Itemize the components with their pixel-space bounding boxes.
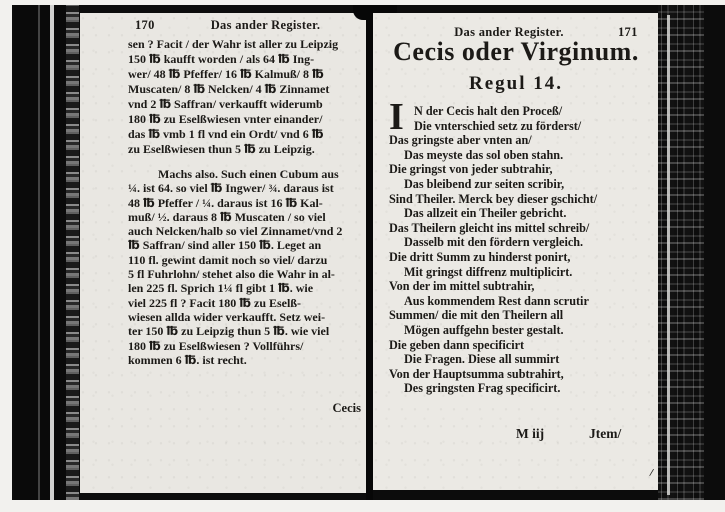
spine-shadow-band [14, 5, 80, 500]
spine-streak [38, 5, 40, 500]
chapter-title: Cecis oder Virginum. [393, 37, 639, 66]
verse-line: Die Fragen. Diese all summirt [404, 352, 560, 367]
text-line: ¼. ist 64. so viel ℔ Ingwer/ ¾. daraus ist [128, 181, 334, 196]
text-line: sen ? Facit / der Wahr ist aller zu Leipzig [128, 37, 339, 51]
left-page-number: 170 [135, 18, 155, 32]
left-running-header: Das ander Register. [210, 18, 321, 32]
verse-line: Das allzeit ein Theiler gebricht. [404, 206, 567, 221]
right-running-header: Das ander Register. [454, 25, 564, 39]
text-line: wiesen allda wider verkaufft. Setz wei- [128, 309, 326, 324]
text-line: 180 ℔ zu Eselßwiesen ? Vollführs/ [128, 338, 304, 353]
drop-cap-initial: I [389, 96, 404, 138]
right-page-number: 171 [618, 25, 638, 39]
text-line: auch Nelcken/halb so viel Zinnamet/vnd 2 [128, 224, 343, 239]
text-line: 48 ℔ Pfeffer / ¼. daraus ist 16 ℔ Kal- [128, 195, 323, 210]
signature-mark: M iij [516, 426, 545, 441]
text-line: muß/ ½. daraus 8 ℔ Muscaten / so viel [128, 209, 326, 224]
left-page [80, 13, 366, 493]
left-paragraph-1 [128, 37, 366, 157]
text-line: 180 ℔ zu Eselßwiesen vnter einander/ [128, 112, 323, 126]
verse-line: Das gringste aber vnten an/ [389, 133, 532, 148]
text-line: 150 ℔ kaufft worden / als 64 ℔ Ing- [128, 52, 315, 66]
verse-line: Das Theilern gleicht ins mittel schreib/ [389, 220, 590, 235]
verse-line: Summen/ die mit den Theilern all [389, 308, 564, 323]
gutter-shadow [366, 5, 373, 500]
text-line: viel 225 fl ? Facit 180 ℔ zu Eselß- [128, 295, 302, 310]
verse-line: Mögen auffgehn bester gestalt. [404, 322, 564, 337]
verse-line: Die gringst von jeder subtrahir, [389, 162, 553, 177]
text-line: vnd 2 ℔ Saffran/ verkaufft widerumb [128, 97, 323, 111]
verse-line: N der Cecis halt den Proceß/ [414, 104, 563, 118]
verse-line: Von der im mittel subtrahir, [389, 279, 535, 294]
book-fore-edge-texture [658, 5, 704, 500]
spine-edge-texture [66, 5, 79, 500]
right-page [373, 13, 658, 490]
fore-edge-highlight [667, 15, 670, 495]
text-line: Muscaten/ 8 ℔ Nelcken/ 4 ℔ Zinnamet [128, 82, 330, 96]
text-line: das ℔ vmb 1 fl vnd ein Ordt/ vnd 6 ℔ [128, 127, 324, 141]
text-line: ℔ Saffran/ sind aller 150 ℔. Leget an [128, 238, 322, 253]
text-line: 5 fl Fuhrlohn/ stehet also die Wahr in al- [128, 267, 335, 282]
verse-line: Das bleibend zur seiten scribir, [404, 176, 565, 191]
text-line: ter 150 ℔ zu Leipzig thun 5 ℔. wie viel [128, 324, 330, 339]
text-line: wer/ 48 ℔ Pfeffer/ 16 ℔ Kalmuß/ 8 ℔ [128, 67, 324, 81]
left-paragraph-2 [128, 167, 366, 367]
verse-line: Das meyste das sol oben stahn. [404, 147, 564, 162]
text-line: 110 fl. gewint damit noch so viel/ darzu [128, 252, 328, 267]
verse-line: Dasselb mit den fördern vergleich. [404, 235, 584, 250]
verse-line: Die dritt Summ zu hinderst ponirt, [389, 249, 571, 264]
text-line: zu Eselßwiesen thun 5 ℔ zu Leipzig. [128, 142, 315, 156]
left-catchword: Cecis [332, 401, 361, 415]
verse-block [389, 96, 657, 396]
spine-streak [50, 5, 54, 500]
right-catchword: Jtem/ [589, 426, 622, 441]
verse-line: Die geben dann specificirt [389, 337, 525, 352]
text-line: len 225 fl. Sprich 1¼ fl gibt 1 ℔. wie [128, 281, 314, 296]
rule-subtitle: Regul 14. [469, 73, 563, 94]
book-scan-photo [12, 5, 725, 500]
verse-line: Von der Hauptsumma subtrahirt, [389, 366, 564, 381]
verse-line: Des gringsten Frag specificirt. [404, 381, 561, 396]
page-edge-mark: / [648, 466, 655, 480]
verse-line: Sind Theiler. Merck bey dieser gschicht/ [389, 191, 598, 206]
verse-line: Aus kommendem Rest dann scrutir [404, 293, 589, 308]
text-line: kommen 6 ℔. ist recht. [128, 352, 247, 367]
verse-line: Die vnterschied setz zu förderst/ [414, 118, 582, 133]
text-line: Machs also. Such einen Cubum aus [158, 167, 339, 181]
verse-line: Mit gringst diffrenz multiplicirt. [404, 264, 573, 279]
